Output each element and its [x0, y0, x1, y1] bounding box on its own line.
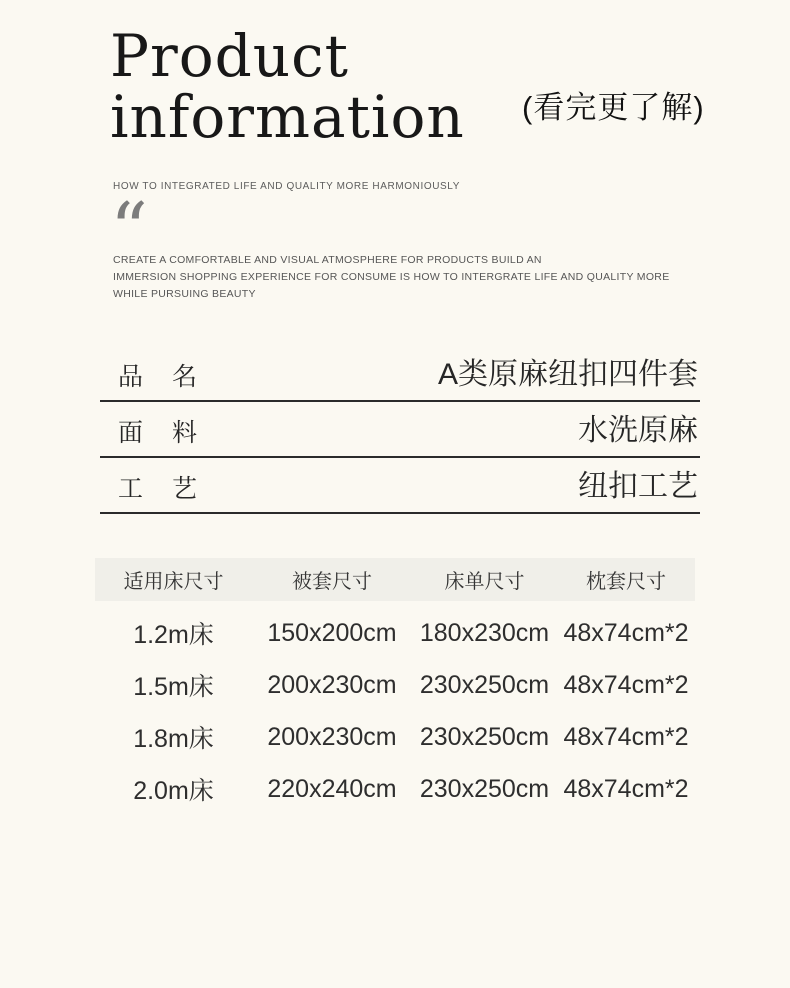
spec-label: 工 艺 — [118, 475, 200, 503]
page-title-line1: Product — [110, 22, 349, 90]
cell-bed-size: 1.8m床 — [133, 725, 214, 753]
column-header: 床单尺寸 — [444, 571, 525, 593]
cell-bed-size: 1.2m床 — [133, 621, 214, 649]
column-header: 适用床尺寸 — [123, 571, 224, 593]
spec-row-fabric — [100, 402, 700, 458]
cell-pillow-size: 48x74cm*2 — [563, 722, 689, 751]
cell-bed-size: 1.5m床 — [133, 673, 214, 701]
spec-value: A类原麻纽扣四件套 — [437, 358, 698, 391]
cell-duvet-size: 220x240cm — [267, 774, 397, 803]
page-title — [110, 22, 465, 151]
size-table — [95, 558, 695, 815]
side-note: (看完更了解) — [522, 90, 705, 125]
spec-row-product-name — [100, 346, 700, 402]
spec-label: 面 料 — [118, 419, 200, 447]
spec-value: 水洗原麻 — [578, 414, 698, 447]
cell-duvet-size: 200x230cm — [267, 670, 397, 699]
cell-sheet-size: 230x250cm — [419, 670, 550, 699]
size-table-header — [95, 558, 695, 601]
table-row — [95, 607, 695, 659]
quote-line: CREATE A COMFORTABLE AND VISUAL ATMOSPHERE FOR PRODUCTS BUILD AN — [113, 254, 542, 266]
column-header: 枕套尺寸 — [586, 571, 666, 593]
cell-sheet-size: 180x230cm — [419, 618, 550, 647]
spec-list — [100, 346, 700, 514]
cell-sheet-size: 230x250cm — [419, 774, 550, 803]
cell-pillow-size: 48x74cm*2 — [563, 618, 689, 647]
column-header: 被套尺寸 — [292, 571, 372, 593]
cell-bed-size: 2.0m床 — [133, 777, 214, 805]
cell-duvet-size: 150x200cm — [267, 618, 397, 647]
table-row — [95, 659, 695, 711]
cell-sheet-size: 230x250cm — [419, 722, 550, 751]
page-title-line2: information — [110, 83, 465, 151]
table-row — [95, 711, 695, 763]
spec-label: 品 名 — [118, 363, 200, 391]
quote-line: WHILE PURSUING BEAUTY — [113, 288, 256, 300]
size-table-body — [95, 607, 695, 815]
spec-row-craft — [100, 458, 700, 514]
spec-value: 纽扣工艺 — [578, 470, 698, 503]
table-row — [95, 763, 695, 815]
quote-paragraph — [113, 252, 670, 303]
cell-pillow-size: 48x74cm*2 — [563, 670, 689, 699]
cell-pillow-size: 48x74cm*2 — [563, 774, 689, 803]
quote-line: IMMERSION SHOPPING EXPERIENCE FOR CONSUME IS HOW TO INTERGRATE LIFE AND QUALITY MORE — [113, 271, 670, 283]
quote-icon: “ — [110, 187, 148, 273]
cell-duvet-size: 200x230cm — [267, 722, 397, 751]
subtitle: HOW TO INTEGRATED LIFE AND QUALITY MORE HARMONIOUSLY — [113, 181, 460, 192]
